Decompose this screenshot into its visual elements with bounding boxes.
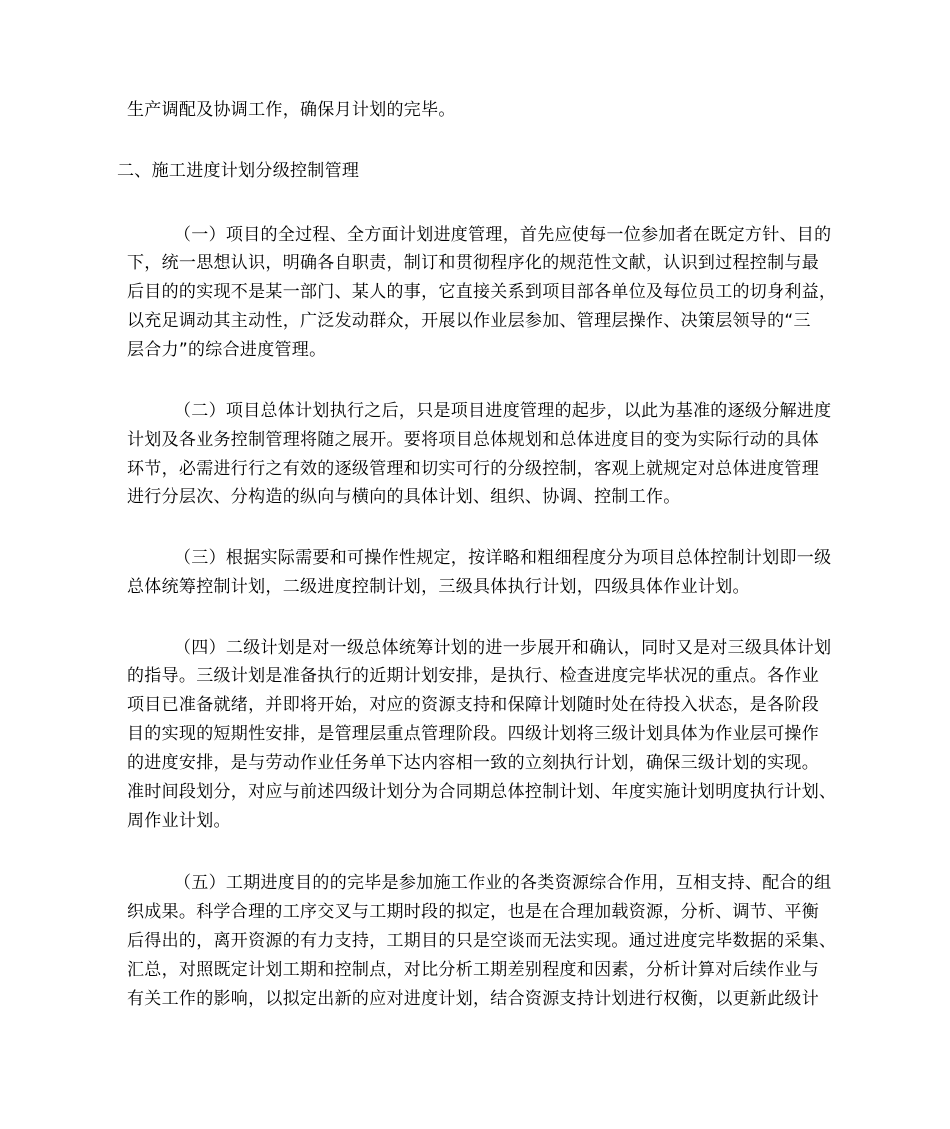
paragraph-line: 目的实现的短期性安排，是管理层重点管理阶段。四级计划将三级计划具体为作业层可操作: [127, 724, 819, 744]
section-heading: 二、施工进度计划分级控制管理: [117, 161, 360, 181]
paragraph-line: 环节，必需进行行之有效的逐级管理和切实可行的分级控制，客观上就规定对总体进度管理: [127, 459, 819, 479]
paragraph-line: 下，统一思想认识，明确各自职责，制订和贯彻程序化的规范性文献，认识到过程控制与最: [127, 253, 819, 273]
paragraph-line: 进行分层次、分构造的纵向与横向的具体计划、组织、协调、控制工作。: [127, 487, 681, 507]
paragraph-line: （四）二级计划是对一级总体统筹计划的进一步展开和确认，同时又是对三级具体计划: [174, 638, 832, 658]
paragraph-line: 层合力”的综合进度管理。: [127, 340, 327, 360]
paragraph-line: 的指导。三级计划是准备执行的近期计划安排，是执行、检查进度完毕状况的重点。各作业: [127, 666, 819, 686]
paragraph-line: 周作业计划。: [127, 811, 231, 831]
paragraph-line: 织成果。科学合理的工序交叉与工期时段的拟定，也是在合理加载资源，分析、调节、平衡: [127, 902, 819, 922]
paragraph-line: 准时间段划分，对应与前述四级计划分为合同期总体控制计划、年度实施计划明度执行计划、: [127, 782, 837, 802]
paragraph-line: 的进度安排，是与劳动作业任务单下达内容相一致的立刻执行计划，确保三级计划的实现。: [127, 753, 819, 773]
paragraph-line: 总体统筹控制计划，二级进度控制计划，三级具体执行计划，四级具体作业计划。: [127, 577, 750, 597]
paragraph-line: 汇总，对照既定计划工期和控制点，对比分析工期差别程度和因素，分析计算对后续作业与: [127, 960, 819, 980]
paragraph-line: 有关工作的影响，以拟定出新的应对进度计划，结合资源支持计划进行权衡，以更新此级计: [127, 989, 819, 1009]
paragraph-line: 项目已准备就绪，并即将开始，对应的资源支持和保障计划随时处在待投入状态，是各阶段: [127, 695, 819, 715]
paragraph-line: （三）根据实际需要和可操作性规定，按详略和粗细程度分为项目总体控制计划即一级: [174, 548, 832, 568]
paragraph-line: （一）项目的全过程、全方面计划进度管理，首先应使每一位参加者在既定方针、目的: [174, 225, 832, 245]
paragraph-line: 以充足调动其主动性，广泛发动群众，开展以作业层参加、管理层操作、决策层领导的“三: [127, 311, 811, 331]
paragraph-line: 后目的的实现不是某一部门、某人的事，它直接关系到项目部各单位及每位员工的切身利益，: [127, 282, 837, 302]
paragraph-line: 后得出的，离开资源的有力支持，工期目的只是空谈而无法实现。通过进度完毕数据的采集、: [127, 931, 837, 951]
paragraph-line: （五）工期进度目的的完毕是参加施工作业的各类资源综合作用，互相支持、配合的组: [174, 873, 832, 893]
paragraph-line: （二）项目总体计划执行之后，只是项目进度管理的起步，以此为基准的逐级分解进度: [174, 401, 832, 421]
intro-line: 生产调配及协调工作，确保月计划的完毕。: [127, 100, 456, 120]
paragraph-line: 计划及各业务控制管理将随之展开。要将项目总体规划和总体进度目的变为实际行动的具体: [127, 430, 819, 450]
